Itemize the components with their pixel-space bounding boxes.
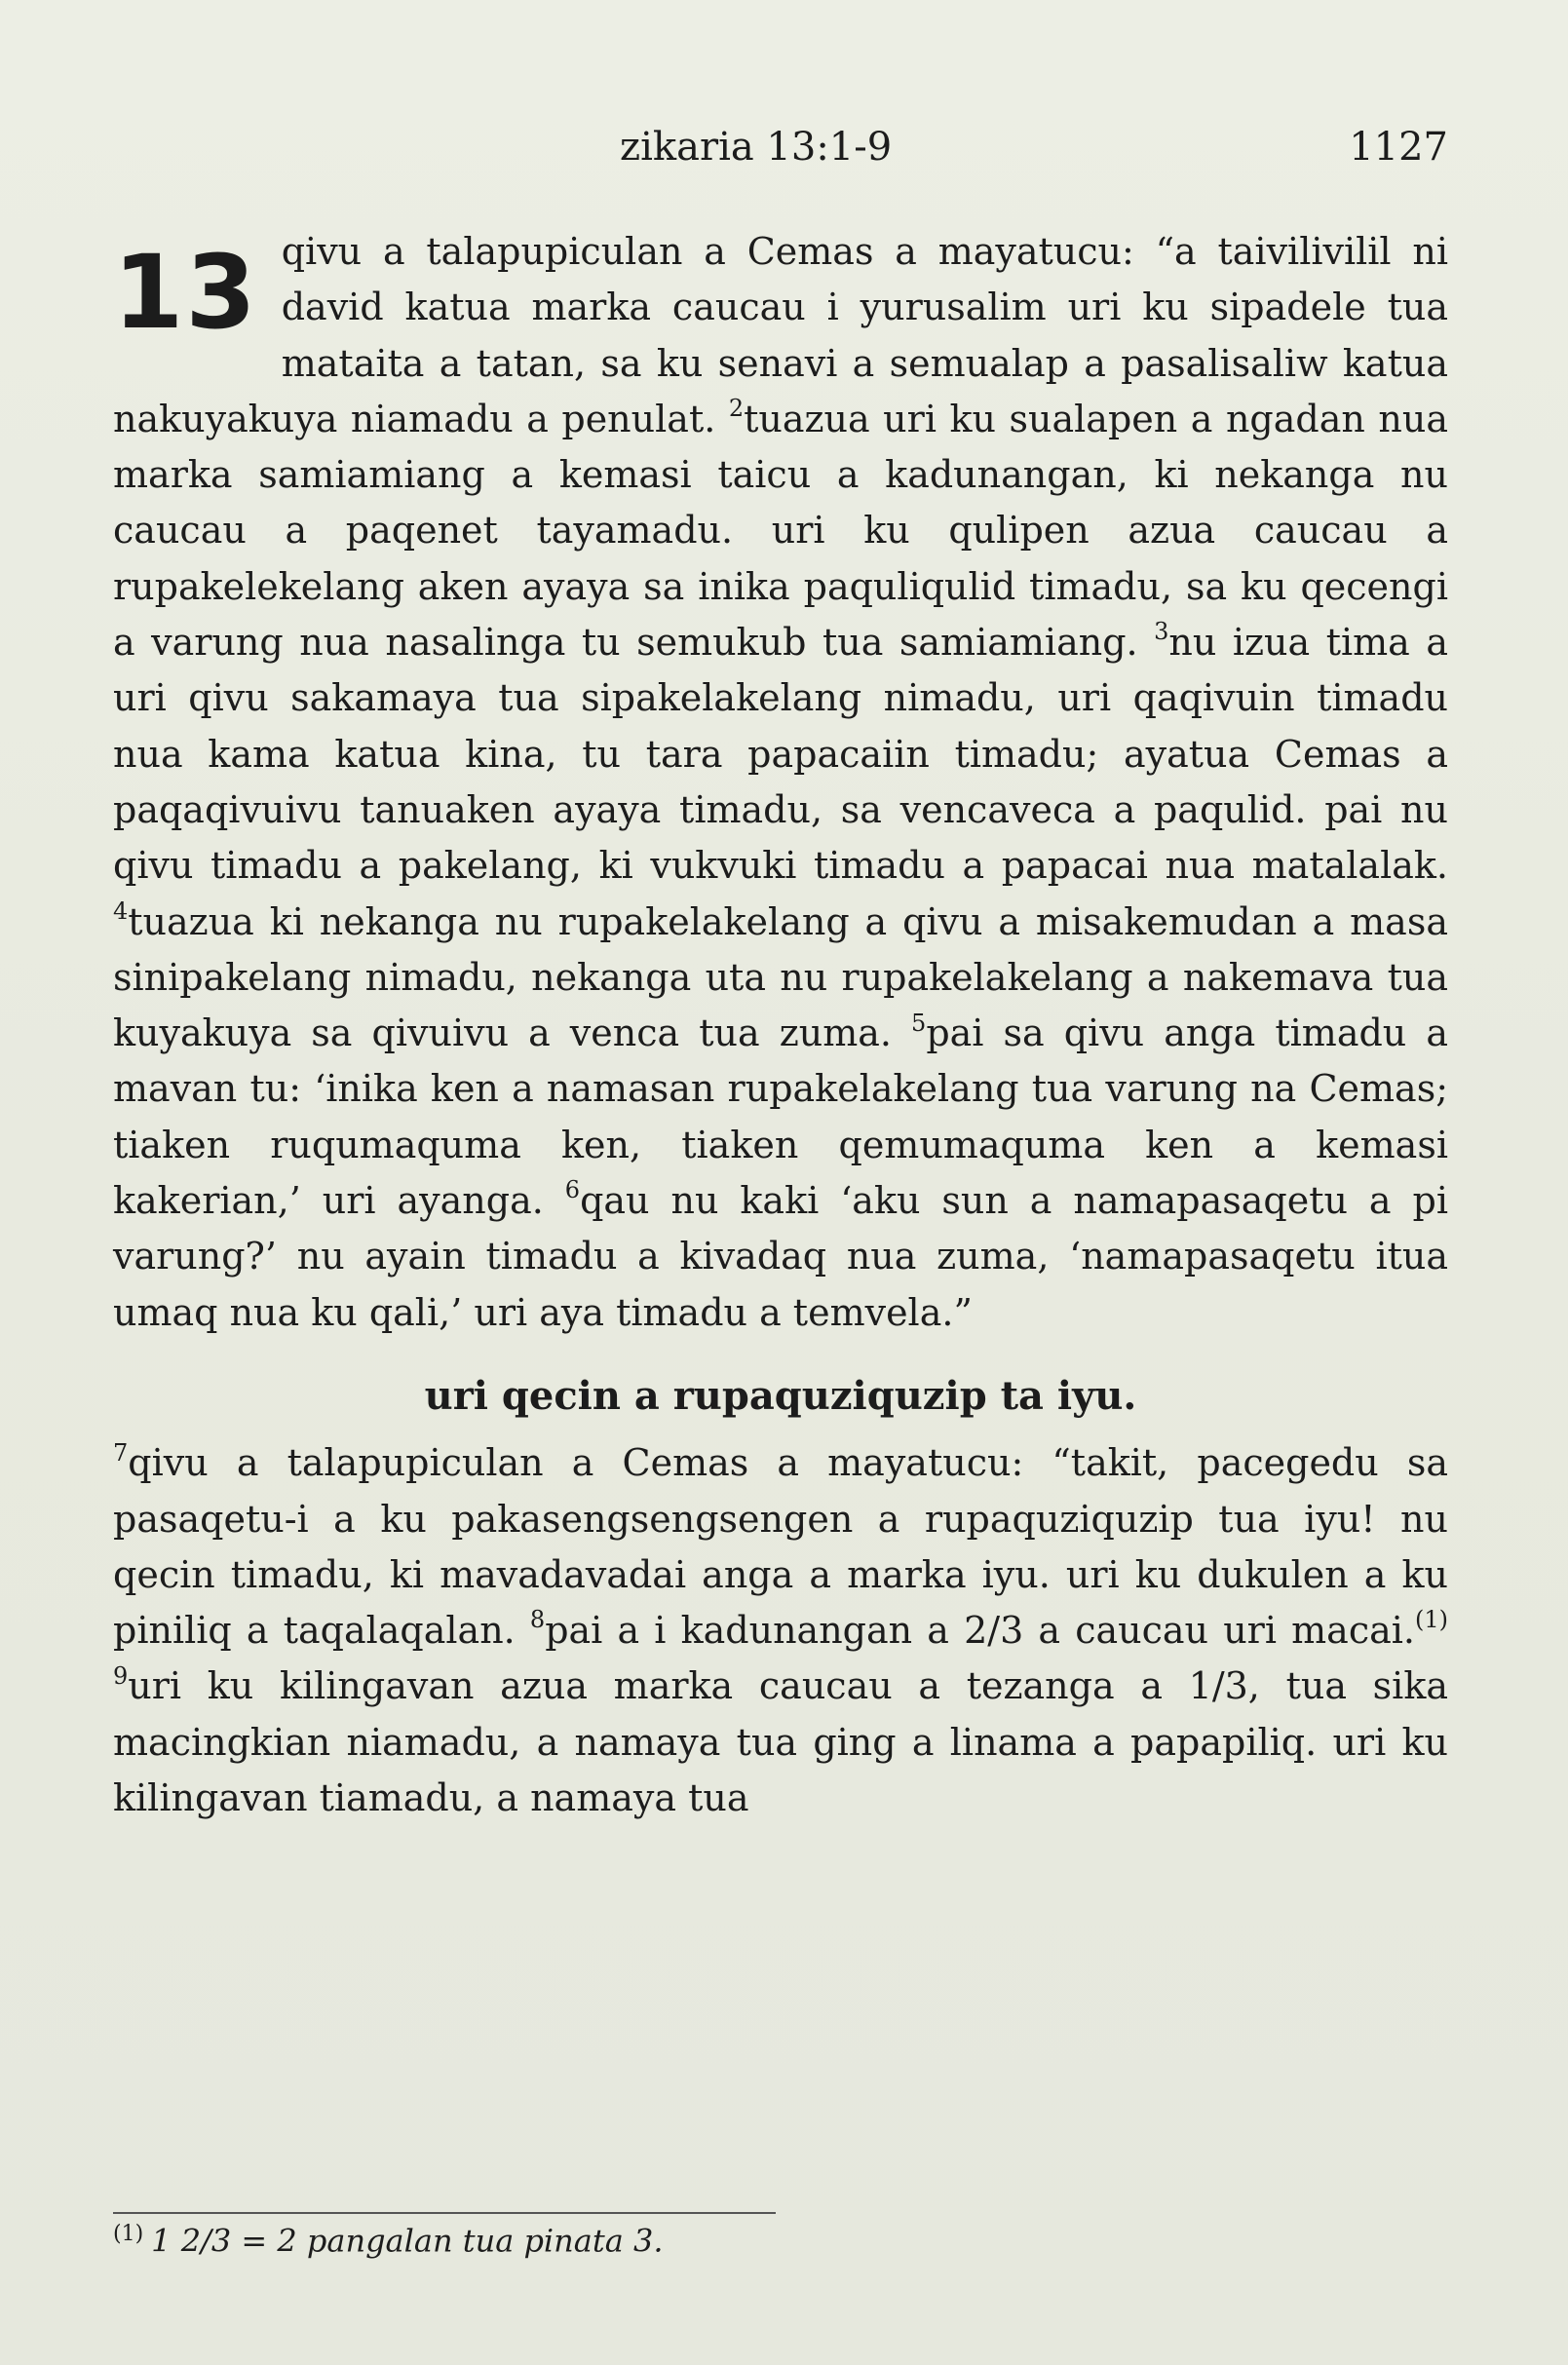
section-heading: uri qecin a rupaquziquzip ta iyu. [424, 1372, 1137, 1419]
footnote-text: 1 2/3 = 2 pangalan tua pinata 3. [151, 2222, 664, 2260]
verse-number-3: 3 [1154, 618, 1169, 646]
chapter-paragraph [113, 224, 1448, 1341]
footnote [113, 2222, 663, 2260]
verse-number-9: 9 [113, 1661, 129, 1690]
verse-number-5: 5 [911, 1009, 927, 1037]
body-text [113, 224, 1448, 1826]
footnote-divider [113, 2212, 776, 2214]
page-number: 1127 [1349, 125, 1448, 170]
footnote-marker: (1) [113, 2222, 144, 2246]
verse-number-2: 2 [728, 395, 745, 423]
verse-number-4: 4 [113, 896, 129, 925]
verse-3: nu izua tima a uri qivu sakamaya tua sipakelakelang nimadu, uri qaqivuin timadu nua kama katua kina, tu tara papacaiin timadu; ayatua Cemas a paqaqivuivu tanuaken ayaya timadu, sa vencaveca a paqulid. pai nu qivu timadu a pakelang, ki vukvuki timadu a papacai nua matalalak. [113, 621, 1448, 888]
chapter-number: 13 [113, 233, 258, 352]
verse-number-6: 6 [564, 1176, 581, 1204]
page-header [113, 125, 1448, 183]
verse-1: qivu a talapupiculan a Cemas a mayatucu: “a taivilivilil ni david katua marka caucau i yurusalim uri ku sipadele tua mataita a tatan, sa ku senavi a semualap a pasalisaliw katua nakuyakuya niamadu a penulat. [113, 230, 1448, 440]
verse-number-8: 8 [529, 1606, 546, 1634]
verse-8: pai a i kadunangan a 2/3 a caucau uri macai. [545, 1609, 1415, 1653]
verse-number-7: 7 [113, 1438, 129, 1467]
verse-7: qivu a talapupiculan a Cemas a mayatucu: “takit, pacegedu sa pasaqetu-i a ku pakasengsengsengen a rupaquziquzip tua iyu! nu qecin timadu, ki mavadavadai anga a marka iyu. uri ku dukulen a ku piniliq a taqalaqalan. [113, 1441, 1448, 1653]
verse-6: qau nu kaki ‘aku sun a namapasaqetu a pi varung?’ nu ayain timadu a kivadaq nua zuma, ‘namapasaqetu itua umaq nua ku qali,’ uri aya timadu a temvela.” [113, 1179, 1448, 1334]
verse-2: tuazua uri ku sualapen a ngadan nua marka samiamiang a kemasi taicu a kadunangan, ki nekanga nu caucau a paqenet tayamadu. uri ku qulipen azua caucau a rupakelekelang aken ayaya sa inika paquliqulid timadu, sa ku qecengi a varung nua nasalinga tu semukub tua samiamiang. [113, 397, 1448, 665]
verse-5: pai sa qivu anga timadu a mavan tu: ‘inika ken a namasan rupakelakelang tua varung na Cemas; tiaken ruqumaquma ken, tiaken qemumaquma ken a kemasi kakerian,’ uri ayanga. [113, 1011, 1448, 1223]
running-head: zikaria 13:1-9 [620, 125, 893, 170]
section-paragraph [113, 1435, 1448, 1826]
verse-9: uri ku kilingavan azua marka caucau a tezanga a 1/3, tua sika macingkian niamadu, a namaya tua ging a linama a papapiliq. uri ku kilingavan tiamadu, a namaya tua [113, 1664, 1448, 1820]
verse-4: tuazua ki nekanga nu rupakelakelang a qivu a misakemudan a masa sinipakelang nimadu, nekanga uta nu rupakelakelang a nakemava tua kuyakuya sa qivuivu a venca tua zuma. [113, 899, 1448, 1055]
footnote-reference[interactable]: (1) [1415, 1606, 1448, 1634]
